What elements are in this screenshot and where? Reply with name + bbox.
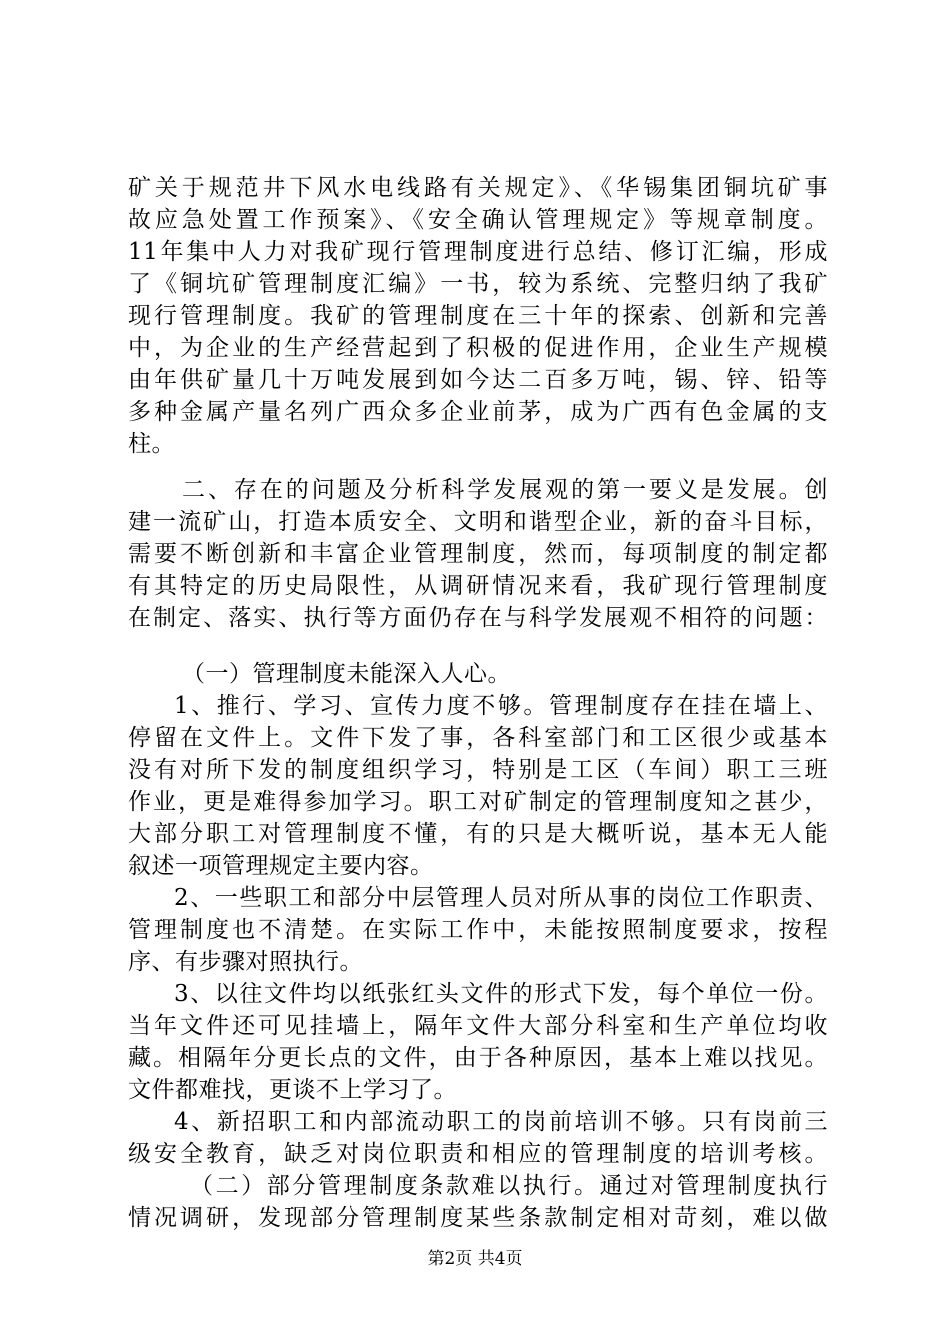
text-line: 情况调研，发现部分管理制度某些条款制定相对苛刻，难以做 — [128, 1205, 828, 1231]
text-line: 文件都难找，更谈不上学习了。 — [128, 1077, 457, 1103]
text-line: 管理制度也不清楚。在实际工作中，未能按照制度要求，按程 — [128, 917, 828, 943]
text-line: 多种金属产量名列广西众多企业前茅，成为广西有色金属的支 — [128, 399, 828, 425]
section-heading-line: 二、存在的问题及分析科学发展观的第一要义是发展。创 — [182, 477, 828, 503]
text-line: 故应急处置工作预案》、《安全确认管理规定》等规章制度。 — [128, 207, 828, 233]
subsection-heading: （一）管理制度未能深入人心。 — [182, 661, 511, 687]
text-line: 2、一些职工和部分中层管理人员对所从事的岗位工作职责、 — [174, 885, 828, 911]
text-line: 了《铜坑矿管理制度汇编》一书，较为系统、完整归纳了我矿 — [128, 271, 828, 297]
text-line: 3、以往文件均以纸张红头文件的形式下发，每个单位一份。 — [174, 981, 828, 1007]
text-line: 现行管理制度。我矿的管理制度在三十年的探索、创新和完善 — [128, 303, 828, 329]
text-line: 作业，更是难得参加学习。职工对矿制定的管理制度知之甚少， — [128, 789, 828, 815]
text-line: 由年供矿量几十万吨发展到如今达二百多万吨，锡、锌、铅等 — [128, 367, 828, 393]
text-line: 序、有步骤对照执行。 — [128, 949, 363, 975]
page-number-label: 第2页 共4页 — [427, 1249, 523, 1269]
paragraph-gap — [128, 634, 828, 658]
text-line: 中，为企业的生产经营起到了积极的促进作用，企业生产规模 — [128, 335, 828, 361]
text-line: 需要不断创新和丰富企业管理制度，然而，每项制度的制定都 — [128, 541, 828, 567]
subsection-heading: （二）部分管理制度条款难以执行。通过对管理制度执行 — [190, 1173, 828, 1199]
text-line: 当年文件还可见挂墙上，隔年文件大部分科室和生产单位均收 — [128, 1013, 828, 1039]
text-line: 停留在文件上。文件下发了事，各科室部门和工区很少或基本 — [128, 725, 828, 751]
text-line: 大部分职工对管理制度不懂，有的只是大概听说，基本无人能 — [128, 821, 828, 847]
text-line: 矿关于规范井下风水电线路有关规定》、《华锡集团铜坑矿事 — [128, 175, 828, 201]
text-line: 级安全教育，缺乏对岗位职责和相应的管理制度的培训考核。 — [128, 1141, 828, 1167]
text-line: 藏。相隔年分更长点的文件，由于各种原因，基本上难以找见。 — [128, 1045, 828, 1071]
paragraph-gap — [128, 460, 828, 474]
text-line: 叙述一项管理规定主要内容。 — [128, 853, 434, 879]
page-footer — [0, 1248, 950, 1270]
text-line: 1、推行、学习、宣传力度不够。管理制度存在挂在墙上、 — [174, 693, 828, 719]
text-line: 在制定、落实、执行等方面仍存在与科学发展观不相符的问题： — [128, 605, 828, 631]
text-line: 柱。 — [128, 431, 175, 457]
text-line: 建一流矿山，打造本质安全、文明和谐型企业，新的奋斗目标， — [128, 509, 828, 535]
text-line: 有其特定的历史局限性，从调研情况来看，我矿现行管理制度 — [128, 573, 828, 599]
text-line: 4、新招职工和内部流动职工的岗前培训不够。只有岗前三 — [174, 1109, 828, 1135]
text-line: 11年集中人力对我矿现行管理制度进行总结、修订汇编，形成 — [128, 239, 828, 265]
text-line: 没有对所下发的制度组织学习，特别是工区（车间）职工三班 — [128, 757, 828, 783]
document-body — [128, 172, 828, 1234]
